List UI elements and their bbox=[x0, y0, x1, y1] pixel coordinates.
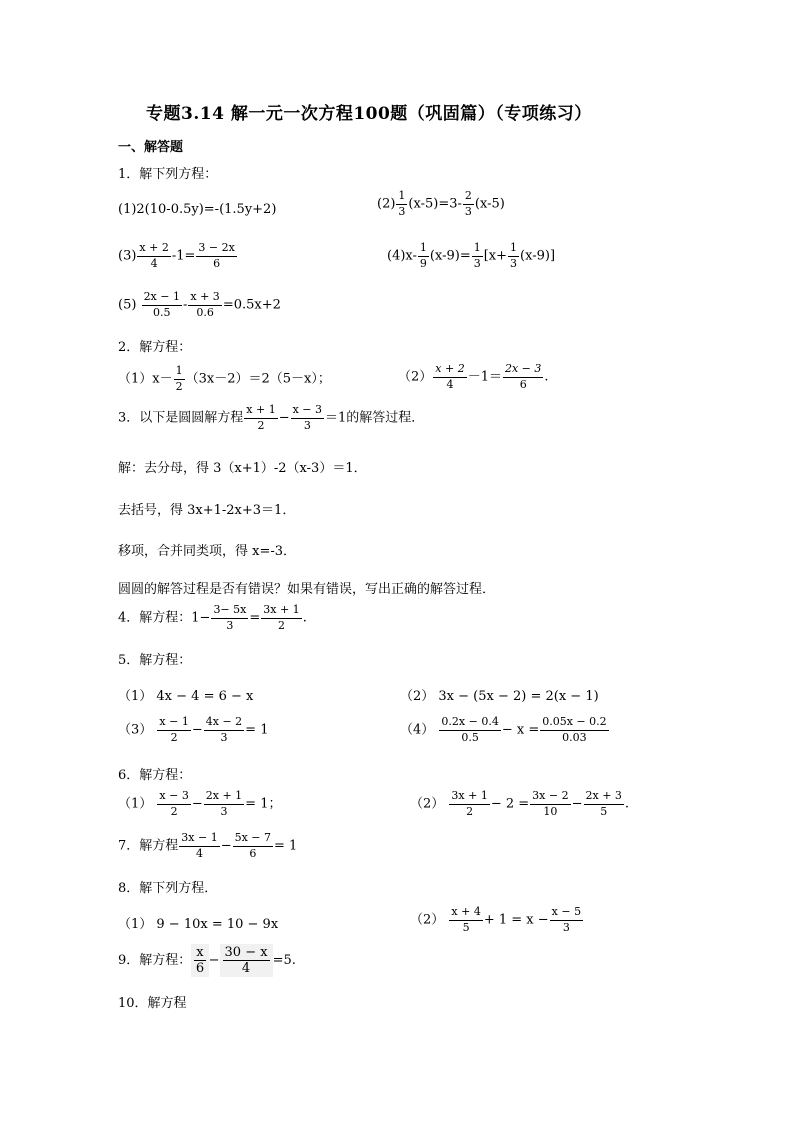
q6-part-1: （1） $\frac{x - 3}{2}$ − $\frac{2x + 1}{3}$ = 1； bbox=[118, 789, 282, 818]
question-10-stem: 10．解方程 bbox=[118, 996, 187, 1011]
question-7: 7．解方程 $\frac{3x - 1}{4}$ − $\frac{5x - 7}{6}$ = 1 bbox=[118, 831, 298, 860]
q5-part-4: （4） $\frac{0.2x - 0.4}{0.5}$ − x = $\frac{0.05x - 0.2}{0.03}$ bbox=[400, 715, 607, 744]
q3-line-3: 移项，合并同类项，得 x=-3． bbox=[118, 544, 297, 559]
question-9: 9．解方程： $\frac{x}{6}$ − $\frac{30 - x}{4}$ =5. bbox=[118, 945, 296, 976]
question-1-stem: 1．解下列方程： bbox=[118, 167, 218, 182]
q5-part-2: （2） 3x − (5x − 2) = 2(x − 1) bbox=[400, 689, 599, 704]
q1-part-5: (5) $\frac{2x - 1}{0.5}$ - $\frac{x + 3}{0.6}$ =0.5x+2 bbox=[118, 290, 281, 319]
q3-line-1: 解：去分母，得 3（x+1）-2（x-3）＝1． bbox=[118, 461, 367, 476]
q8-part-1: （1） 9 − 10x = 10 − 9x bbox=[118, 917, 279, 932]
q3-line-2: 去括号，得 3x+1-2x+3＝1． bbox=[118, 503, 296, 518]
q5-part-1: （1） 4x − 4 = 6 − x bbox=[118, 689, 254, 704]
q1-part-1: (1)2(10-0.5y)=-(1.5y+2) bbox=[118, 202, 277, 217]
question-5-stem: 5．解方程： bbox=[118, 653, 192, 668]
question-8-stem: 8．解下列方程． bbox=[118, 881, 218, 896]
q5-part-3: （3） $\frac{x - 1}{2}$ − $\frac{4x - 2}{3}$ = 1 bbox=[118, 715, 269, 744]
section-heading: 一、解答题 bbox=[118, 140, 184, 155]
q8-part-2: （2） $\frac{x + 4}{5}$ + 1 = x − $\frac{x - 5}{3}$ bbox=[410, 905, 582, 934]
q2-part-2: （2） $\frac{x + 2}{4}$ －1＝ $\frac{2x - 3}{6}$ . bbox=[398, 362, 549, 391]
question-2-stem: 2．解方程： bbox=[118, 340, 192, 355]
q1-part-2: (2) $\frac{1}{3}$ (x-5)=3- $\frac{2}{3}$ (x-5) bbox=[377, 189, 505, 218]
question-3-stem: 3．以下是圆圆解方程 $\frac{x + 1}{2}$ − $\frac{x - 3}{3}$ ＝1的解答过程． bbox=[118, 403, 425, 432]
q6-part-2: （2） $\frac{3x + 1}{2}$ − 2 = $\frac{3x - 2}{10}$ − $\frac{2x + 3}{5}$ . bbox=[410, 789, 630, 818]
question-4: 4．解方程：1− $\frac{3- 5x}{3}$ = $\frac{3x + 1}{2}$ . bbox=[118, 603, 307, 632]
question-6-stem: 6．解方程： bbox=[118, 768, 192, 783]
q1-part-3: (3) $\frac{x + 2}{4}$ -1= $\frac{3 - 2x}{6}$ bbox=[118, 241, 235, 270]
page-title: 专题3.14 解一元一次方程100题（巩固篇）（专项练习） bbox=[146, 104, 592, 124]
q2-part-1: （1）x－ $\frac{1}{2}$ （3x－2）＝2（5－x）； bbox=[118, 364, 331, 393]
q3-line-4: 圆圆的解答过程是否有错误？如果有错误，写出正确的解答过程． bbox=[118, 582, 496, 597]
q1-part-4: (4)x- $\frac{1}{9}$ (x-9)= $\frac{1}{3}$ [x+ $\frac{1}{3}$ (x-9)] bbox=[387, 241, 556, 270]
